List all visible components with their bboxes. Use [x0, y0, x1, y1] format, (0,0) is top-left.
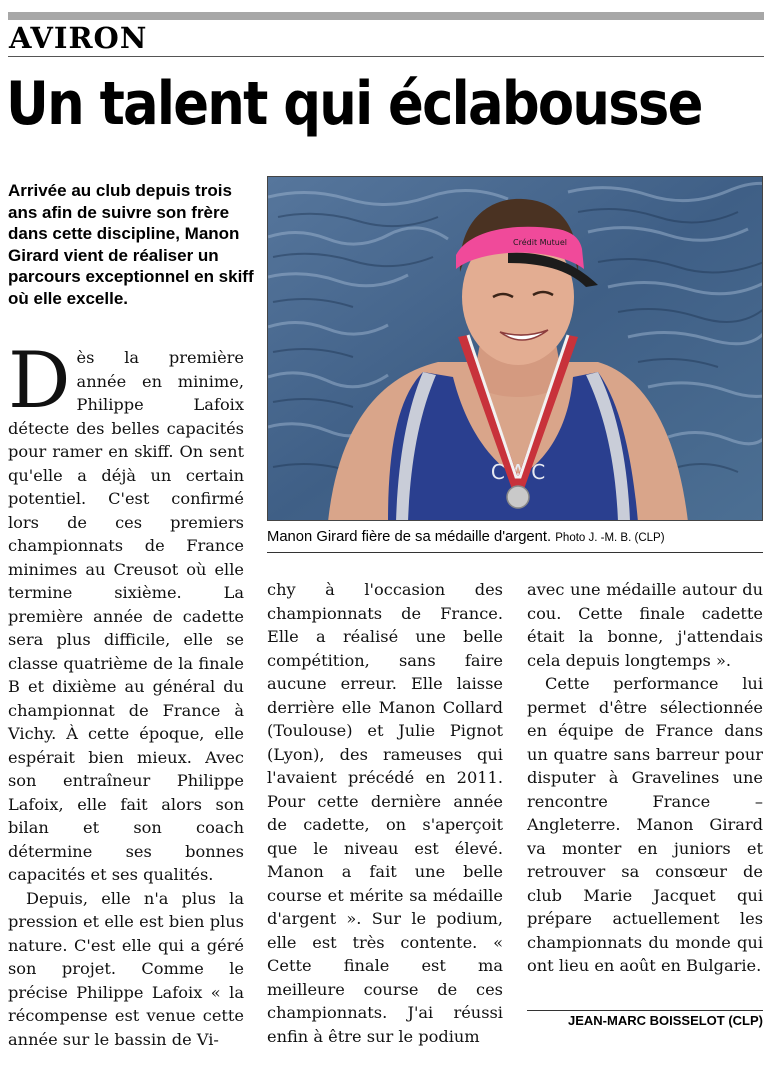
photo-caption	[267, 529, 763, 545]
caption-divider	[267, 552, 763, 553]
author-signature: JEAN-MARC BOISSELOT (CLP)	[568, 1013, 763, 1028]
section-top-bar	[8, 12, 764, 20]
article-headline: Un talent qui éclabousse	[6, 69, 702, 139]
section-divider	[8, 56, 764, 57]
paragraph-3: Cette performance lui permet d'être sélectionnée en équipe de France dans un quatre sans barreur pour disputer à Gravelines une rencontre France – Angleterre. Manon Girard va monter en juniors et retrouver sa consœur de club Marie Jacquet qui prépare actuellement les championnats du monde qui ont lieu en août en Bulgarie.	[527, 674, 763, 975]
section-label: AVIRON	[9, 21, 148, 55]
article-lead: Arrivée au club depuis trois ans afin de suivre son frère dans cette discipline, Manon Girard vient de réaliser un parcours exceptionnel en skiff où elle excelle.	[8, 181, 254, 308]
paragraph-2-continued: chy à l'occasion des championnats de France. Elle a réalisé une belle compétition, sans faire aucune erreur. Elle laisse derrière elle Manon Collard (Toulouse) et Julie Pignot (Lyon), des rameuses qui l'avaient précédé en 2011. Pour cette dernière année de cadette, on s'aperçoit que le niveau est élevé. Manon a fait une belle course et mérite sa médaille d'argent ». Sur le podium, elle est très contente. « Cette finale est ma meilleure course de ces championnats. J'ai réussi enfin à être sur le podium	[267, 580, 503, 1046]
photo-credit: Photo J. -M. B. (CLP)	[555, 532, 665, 544]
body-column-3	[527, 578, 763, 978]
paragraph-2-start: Depuis, elle n'a plus la pression et elle est bien plus nature. C'est elle qui a géré son projet. Comme le précise Philippe Lafoix « la récompense est venue cette année sur le bassin de Vi-	[8, 888, 244, 1049]
visor-text: Crédit Mutuel	[513, 238, 567, 247]
caption-text: Manon Girard fière de sa médaille d'argent.	[267, 529, 552, 545]
body-column-1	[8, 336, 244, 1051]
svg-text:C A C: C A C	[490, 460, 546, 484]
drop-cap: D	[8, 336, 71, 426]
body-column-2	[267, 578, 503, 1048]
paragraph-2-end: avec une médaille autour du cou. Cette finale cadette était la bonne, j'attendais cela depuis longtemps ».	[527, 580, 763, 670]
paragraph-1: ès la première année en minime, Philippe Lafoix détecte des belles capacités pour ramer en skiff. On sent qu'elle a déjà un certain potentiel. C'est confirmé lors de ces premiers championnats de France minimes au Creusot où elle termine sixième. La première année de cadette sera plus difficile, elle se classe quatrième de la finale B et dixième au général du championnat de France à Vichy. À cette époque, elle espérait bien mieux. Avec son entraîneur Philippe Lafoix, elle fait alors son bilan et son coach détermine ses bonnes capacités et ses qualités.	[8, 348, 244, 884]
signature-divider	[527, 1010, 763, 1011]
article-photo	[267, 176, 763, 521]
